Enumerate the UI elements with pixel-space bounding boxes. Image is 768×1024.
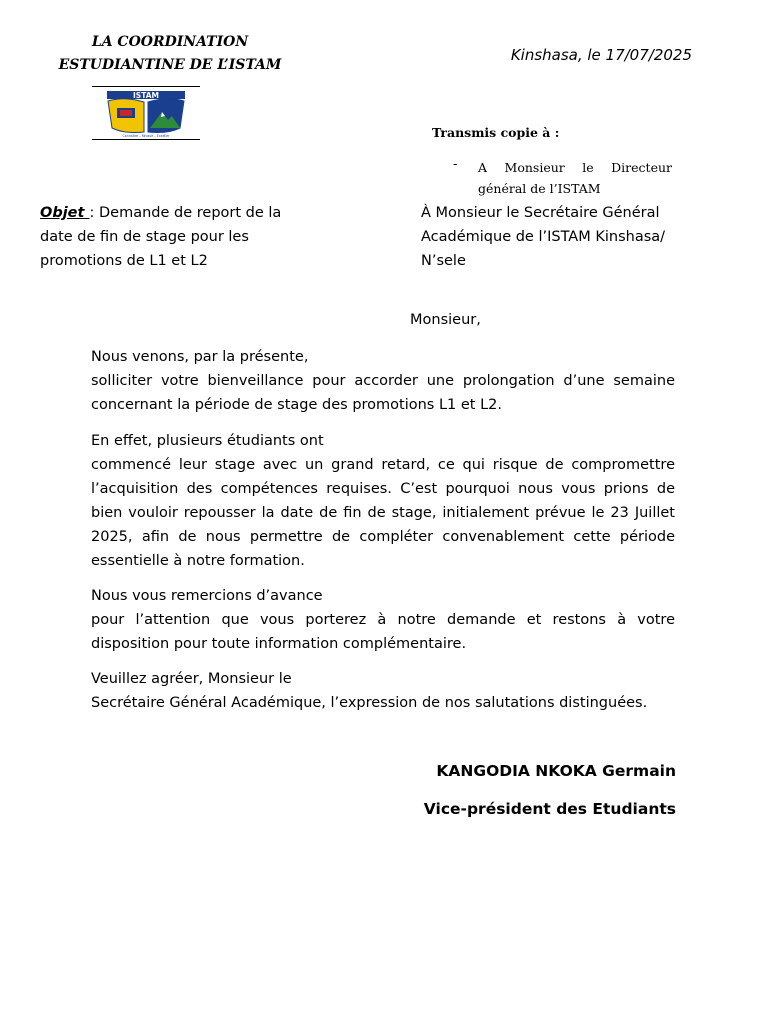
istam-logo [104, 90, 188, 138]
copy-to-title: Transmis copie à : [432, 125, 560, 140]
org-name-line2: ESTUDIANTINE DE L’ISTAM [58, 57, 282, 73]
paragraph-2-opening: En effet, plusieurs étudiants ont [91, 433, 324, 449]
svg-text:Connaître – Réussir – Exceller: Connaître – Réussir – Exceller [122, 134, 170, 138]
subject-text: : Demande de report de la date de fin de stage pour les promotions de L1 et L2 [40, 205, 282, 269]
paragraph-3-opening: Nous vous remercions d’avance [91, 588, 323, 604]
date-place-line: Kinshasa, le 17/07/2025 [510, 46, 692, 64]
body-paragraph-3 [91, 584, 675, 656]
signatory-name: KANGODIA NKOKA Germain [436, 762, 676, 780]
organization-name [40, 31, 300, 77]
closing-paragraph [91, 667, 675, 715]
body-paragraph-1 [91, 345, 675, 417]
copy-to-bullet: - [453, 157, 458, 172]
recipient-address: À Monsieur le Secrétaire Général Académique de l’ISTAM Kinshasa/ N’sele [421, 205, 666, 269]
paragraph-3-text: pour l’attention que vous porterez à notre demande et restons à votre disposition pour toute information complémentaire. [91, 612, 675, 652]
body-paragraph-2 [91, 429, 675, 573]
signatory-title: Vice-président des Etudiants [423, 800, 676, 818]
copy-to-recipient: A Monsieur le Directeur général de l’ISTAM [478, 160, 672, 196]
paragraph-1-opening: Nous venons, par la présente, [91, 349, 309, 365]
paragraph-2-text: commencé leur stage avec un grand retard, ce qui risque de compromettre l’acquisition des compétences requises. C’est pourquoi nous vous prions de bien vouloir repousser la date de fin de stage, initialement prévue le 23 Juillet 2025, afin de nous permettre de compléter convenablement cette période essentielle à notre formation. [91, 457, 675, 569]
salutation: Monsieur, [410, 312, 481, 328]
paragraph-1-text: solliciter votre bienveillance pour accorder une prolongation d’une semaine concernant la période de stage des promotions L1 et L2. [91, 373, 675, 413]
closing-opening: Veuillez agréer, Monsieur le [91, 671, 292, 687]
subject-block [40, 201, 290, 273]
org-name-line1: LA COORDINATION [91, 34, 249, 50]
subject-label: Objet [40, 205, 90, 221]
closing-text: Secrétaire Général Académique, l’expression de nos salutations distinguées. [91, 695, 648, 711]
logo-rule-top [92, 86, 200, 87]
logo-rule-bottom [92, 139, 200, 140]
svg-text:ISTAM: ISTAM [133, 91, 159, 100]
